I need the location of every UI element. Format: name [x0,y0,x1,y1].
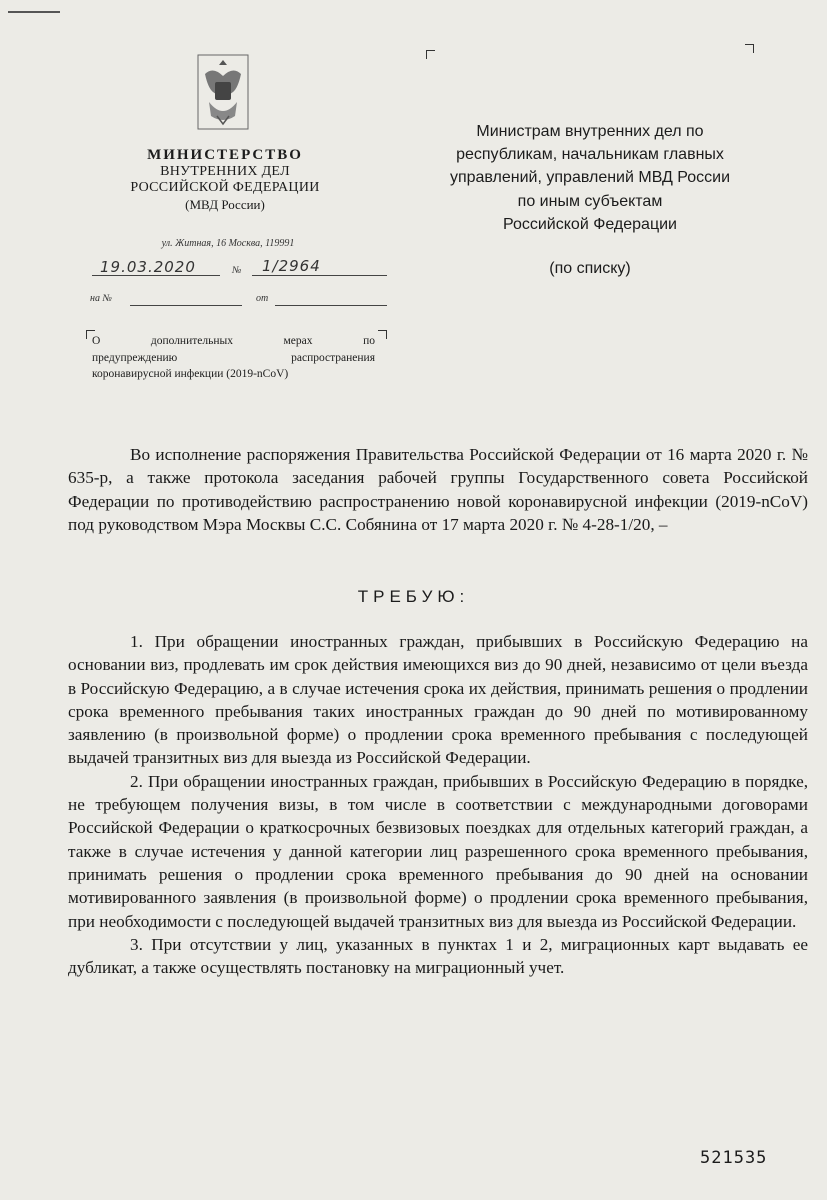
top-rule [8,11,60,13]
coat-of-arms-emblem [195,52,251,132]
preamble-paragraph: Во исполнение распоряжения Правительства Российской Федерации от 16 марта 2020 г. № 635-р, а также протокола заседания рабочей группы Государственного совета Российской Федерации по противодействию распространению новой коронавирусной инфекции (2019-nCoV) под руководством Мэра Москвы С.С. Собянина от 17 марта 2020 г. № 4-28-1/20, – [68,445,808,534]
addressee-bracket-right [745,44,754,53]
handwritten-date: 19.03.2020 [100,258,196,276]
from-label: от [256,293,269,304]
addressee-line: Министрам внутренних дел по [476,123,704,140]
document-number: 521535 [700,1148,768,1168]
reply-number-line [130,305,242,306]
ministry-address: ул. Житная, 16 Москва, 119991 [161,238,295,249]
ministry-block [110,147,340,213]
item-3: 3. При отсутствии у лиц, указанных в пунктах 1 и 2, миграционных карт выдавать ее дубликат, а также осуществлять постановку на миграционный учет. [68,934,808,978]
ministry-short: (МВД России) [185,197,265,213]
addressee-line: республикам, начальникам главных [456,146,724,164]
addressee-line: управлений, управлений МВД России [449,169,731,187]
item-2: 2. При обращении иностранных граждан, прибывших в Российскую Федерацию в порядке, не требующем получения визы, в том числе в соответствии с международными договорами Российской Федерации о краткосрочных безвизовых поездках для отдельных категорий граждан, а также в случае истечения у данной категории лиц разрешенного срока временного пребывания, принимать решения о продлении срока временного пребывания до 90 дней на основании мотивированного заявления (в произвольной форме) о продлении срока временного пребывания, при необходимости с последующей выдачей транзитных виз для выезда из Российской Федерации. [68,771,808,931]
addressee-line: по иным субъектам [517,192,663,210]
distribution-note: (по списку) [549,260,631,277]
reply-to-label: на № [90,293,112,304]
addressee-block [420,120,760,236]
item-1: 1. При обращении иностранных граждан, прибывших в Российскую Федерацию на основании виз, продлевать им срок действия имеющихся виз до 90 дней, независимо от цели въезда в Российскую Федерацию, а в случае истечения срока их действия, принимать решения о продлении срока временного пребывания таких иностранных граждан до 90 дней по мотивированному заявлению (в произвольной форме) о продлении срока временного пребывания с последующей выдачей транзитных виз для выезда из Российской Федерации. [68,632,808,768]
addressee-line: Российской Федерации [503,215,677,233]
subject-line2: предупреждению распространения [92,351,375,364]
addressee-bracket-left [426,50,435,59]
number-line [252,275,387,276]
items-block [68,630,808,979]
subject-line3: коронавирусной инфекции (2019-nCoV) [92,368,289,381]
number-label: № [232,265,242,276]
ministry-line2: ВНУТРЕННИХ ДЕЛ [160,164,290,180]
demand-heading: ТРЕБУЮ: [357,587,470,606]
subject-line1: О дополнительных мерах по [92,335,375,347]
preamble [68,443,808,536]
ministry-line3: РОССИЙСКОЙ ФЕДЕРАЦИИ [130,180,320,196]
ministry-line1: МИНИСТЕРСТВО [147,147,303,163]
handwritten-number: 1/2964 [262,257,321,275]
date-line [92,275,220,276]
subject-bracket-right [378,330,387,339]
reply-date-line [275,305,387,306]
subject-block [92,333,375,383]
